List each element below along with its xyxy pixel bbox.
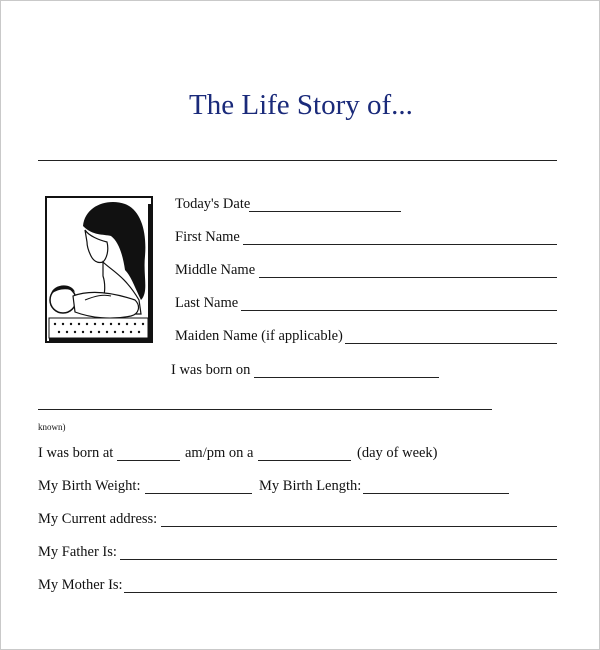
born-at-time-line[interactable]	[117, 460, 180, 461]
born-on-line[interactable]	[254, 377, 439, 378]
mother-and-baby-illustration	[45, 196, 153, 343]
day-of-week-line[interactable]	[258, 460, 351, 461]
birth-length-label: My Birth Length:	[259, 478, 362, 494]
maiden-name-label: Maiden Name (if applicable)	[175, 328, 343, 344]
first-name-line[interactable]	[243, 244, 557, 245]
born-on-label: I was born on	[171, 362, 251, 378]
day-of-week-label: (day of week)	[357, 445, 438, 461]
mother-line[interactable]	[124, 592, 557, 593]
middle-name-line[interactable]	[259, 277, 557, 278]
last-name-label: Last Name	[175, 295, 239, 311]
mother-label: My Mother Is:	[38, 577, 123, 593]
middle-name-label: Middle Name	[175, 262, 256, 278]
current-address-line[interactable]	[161, 526, 557, 527]
todays-date-label: Today's Date	[175, 196, 251, 212]
father-label: My Father Is:	[38, 544, 117, 560]
todays-date-line[interactable]	[249, 211, 401, 212]
maiden-name-line[interactable]	[345, 343, 557, 344]
birthplace-line[interactable]	[38, 409, 492, 410]
known-note: known)	[38, 422, 66, 432]
ampm-on-label: am/pm on a	[185, 445, 254, 461]
born-at-label: I was born at	[38, 445, 114, 461]
birth-weight-label: My Birth Weight:	[38, 478, 141, 494]
name-line[interactable]	[38, 160, 557, 161]
first-name-label: First Name	[175, 229, 240, 245]
birth-length-line[interactable]	[363, 493, 509, 494]
father-line[interactable]	[120, 559, 557, 560]
last-name-line[interactable]	[241, 310, 557, 311]
current-address-label: My Current address:	[38, 511, 158, 527]
birth-weight-line[interactable]	[145, 493, 252, 494]
page-title: The Life Story of...	[189, 89, 413, 121]
